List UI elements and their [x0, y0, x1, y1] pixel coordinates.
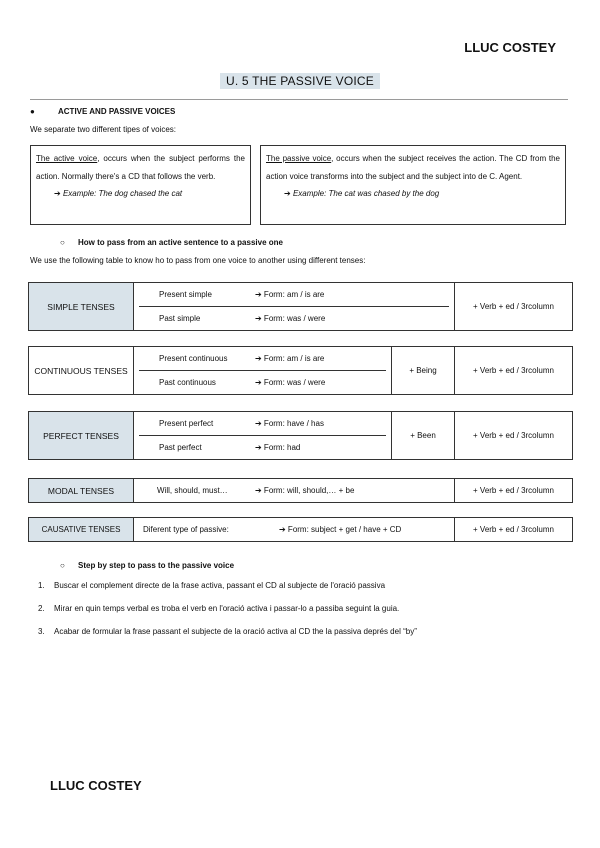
step-text: Buscar el complement directe de la frase activa, passant el CD al subjecte de l'oració passiva	[54, 581, 386, 590]
table-row	[139, 347, 386, 370]
tense-form: ➔ Form: have / has	[255, 419, 324, 428]
passive-voice-definition	[266, 150, 560, 185]
tense-name: Past continuous	[159, 378, 216, 387]
continuous-tenses-forms	[134, 347, 392, 395]
table-row	[139, 412, 386, 435]
tense-form: ➔ Form: subject + get / have + CD	[279, 525, 402, 534]
tense-form: ➔ Form: will, should,… + be	[255, 486, 355, 495]
perfect-tenses-label: PERFECT TENSES	[29, 412, 134, 460]
tense-form: ➔ Form: am / is are	[255, 354, 325, 363]
list-item	[30, 580, 417, 592]
perfect-tenses-forms	[134, 412, 392, 460]
active-voice-box	[30, 145, 251, 225]
modal-tenses-label: MODAL TENSES	[29, 479, 134, 503]
section-intro: We separate two different tipes of voices:	[30, 125, 177, 134]
subsection-how-to-pass	[60, 238, 283, 247]
active-voice-term: The active voice	[36, 154, 98, 163]
arrow-icon: ➔	[54, 189, 61, 198]
passive-voice-example	[266, 185, 560, 203]
passive-voice-box	[260, 145, 566, 225]
circle-bullet-icon: ○	[60, 561, 65, 570]
perfect-tenses-table	[28, 411, 573, 460]
arrow-icon: ➔	[284, 189, 291, 198]
table-row	[139, 370, 386, 394]
bullet-icon: ●	[30, 107, 35, 116]
simple-tenses-label: SIMPLE TENSES	[29, 283, 134, 331]
continuous-tenses-middle: + Being	[392, 347, 455, 395]
modal-tenses-result: + Verb + ed / 3rcolumn	[455, 479, 573, 503]
step-number: 1.	[38, 581, 45, 590]
causative-tenses-result: + Verb + ed / 3rcolumn	[455, 518, 573, 542]
section-active-passive-heading	[30, 107, 175, 116]
list-item	[30, 626, 417, 638]
tense-name: Past perfect	[159, 443, 202, 452]
header-author: LLUC COSTEY	[464, 40, 556, 55]
subsection-heading: How to pass from an active sentence to a passive one	[78, 238, 283, 247]
active-example-text: Example: The dog chased the cat	[62, 189, 183, 198]
tense-name: Present continuous	[159, 354, 228, 363]
tense-name: Diferent type of passive:	[143, 525, 229, 534]
continuous-tenses-label: CONTINUOUS TENSES	[29, 347, 134, 395]
perfect-tenses-result: + Verb + ed / 3rcolumn	[455, 412, 573, 460]
modal-tenses-forms	[134, 479, 455, 503]
causative-tenses-forms	[134, 518, 455, 542]
step-text: Mirar en quin temps verbal es troba el verb en l'oració activa i passar-lo a passiba seguint la guia.	[54, 604, 400, 613]
simple-tenses-table	[28, 282, 573, 331]
title-wrapper	[0, 72, 600, 90]
steps-list	[30, 580, 417, 649]
tense-form: ➔ Form: am / is are	[255, 290, 325, 299]
footer-author: LLUC COSTEY	[50, 778, 142, 793]
step-number: 3.	[38, 627, 45, 636]
causative-tenses-label: CAUSATIVE TENSES	[29, 518, 134, 542]
tense-name: Will, should, must…	[157, 486, 228, 495]
tense-form: ➔ Form: had	[255, 443, 301, 452]
active-voice-text: , occurs when the subject performs the action. Normally there's a CD that follows the verb.	[36, 154, 245, 181]
continuous-tenses-result: + Verb + ed / 3rcolumn	[455, 347, 573, 395]
table-row	[139, 283, 449, 306]
circle-bullet-icon: ○	[60, 238, 65, 247]
passive-voice-term: The passive voice	[266, 154, 332, 163]
tense-name: Present simple	[159, 290, 212, 299]
title-rule	[30, 99, 568, 100]
step-number: 2.	[38, 604, 45, 613]
list-item	[30, 603, 417, 615]
table-row	[139, 306, 449, 330]
section-heading-text: ACTIVE AND PASSIVE VOICES	[58, 107, 176, 116]
tense-form: ➔ Form: was / were	[255, 314, 326, 323]
causative-tenses-table	[28, 517, 573, 542]
table-row	[139, 435, 386, 459]
passive-example-text: Example: The cat was chased by the dog	[292, 189, 440, 198]
subsection-heading: Step by step to pass to the passive voice	[78, 561, 235, 570]
subsection-step-by-step	[60, 561, 234, 570]
tense-name: Past simple	[159, 314, 201, 323]
passive-voice-text: , occurs when the subject receives the action. The CD from the action voice transforms into the subject and the subject into de C. Agent.	[266, 154, 561, 181]
table-intro: We use the following table to know ho to pass from one voice to another using different tenses:	[30, 256, 366, 265]
page-title: U. 5 THE PASSIVE VOICE	[220, 73, 380, 89]
tense-name: Present perfect	[159, 419, 214, 428]
simple-tenses-result: + Verb + ed / 3rcolumn	[455, 283, 573, 331]
simple-tenses-forms	[134, 283, 455, 331]
tense-form: ➔ Form: was / were	[255, 378, 326, 387]
perfect-tenses-middle: + Been	[392, 412, 455, 460]
continuous-tenses-table	[28, 346, 573, 395]
step-text: Acabar de formular la frase passant el subjecte de la oració activa al CD the la passiva deprés del “by”	[54, 627, 417, 636]
active-voice-example	[36, 185, 245, 203]
table-row	[139, 518, 449, 541]
active-voice-definition	[36, 150, 245, 185]
table-row	[139, 479, 449, 502]
modal-tenses-table	[28, 478, 573, 503]
